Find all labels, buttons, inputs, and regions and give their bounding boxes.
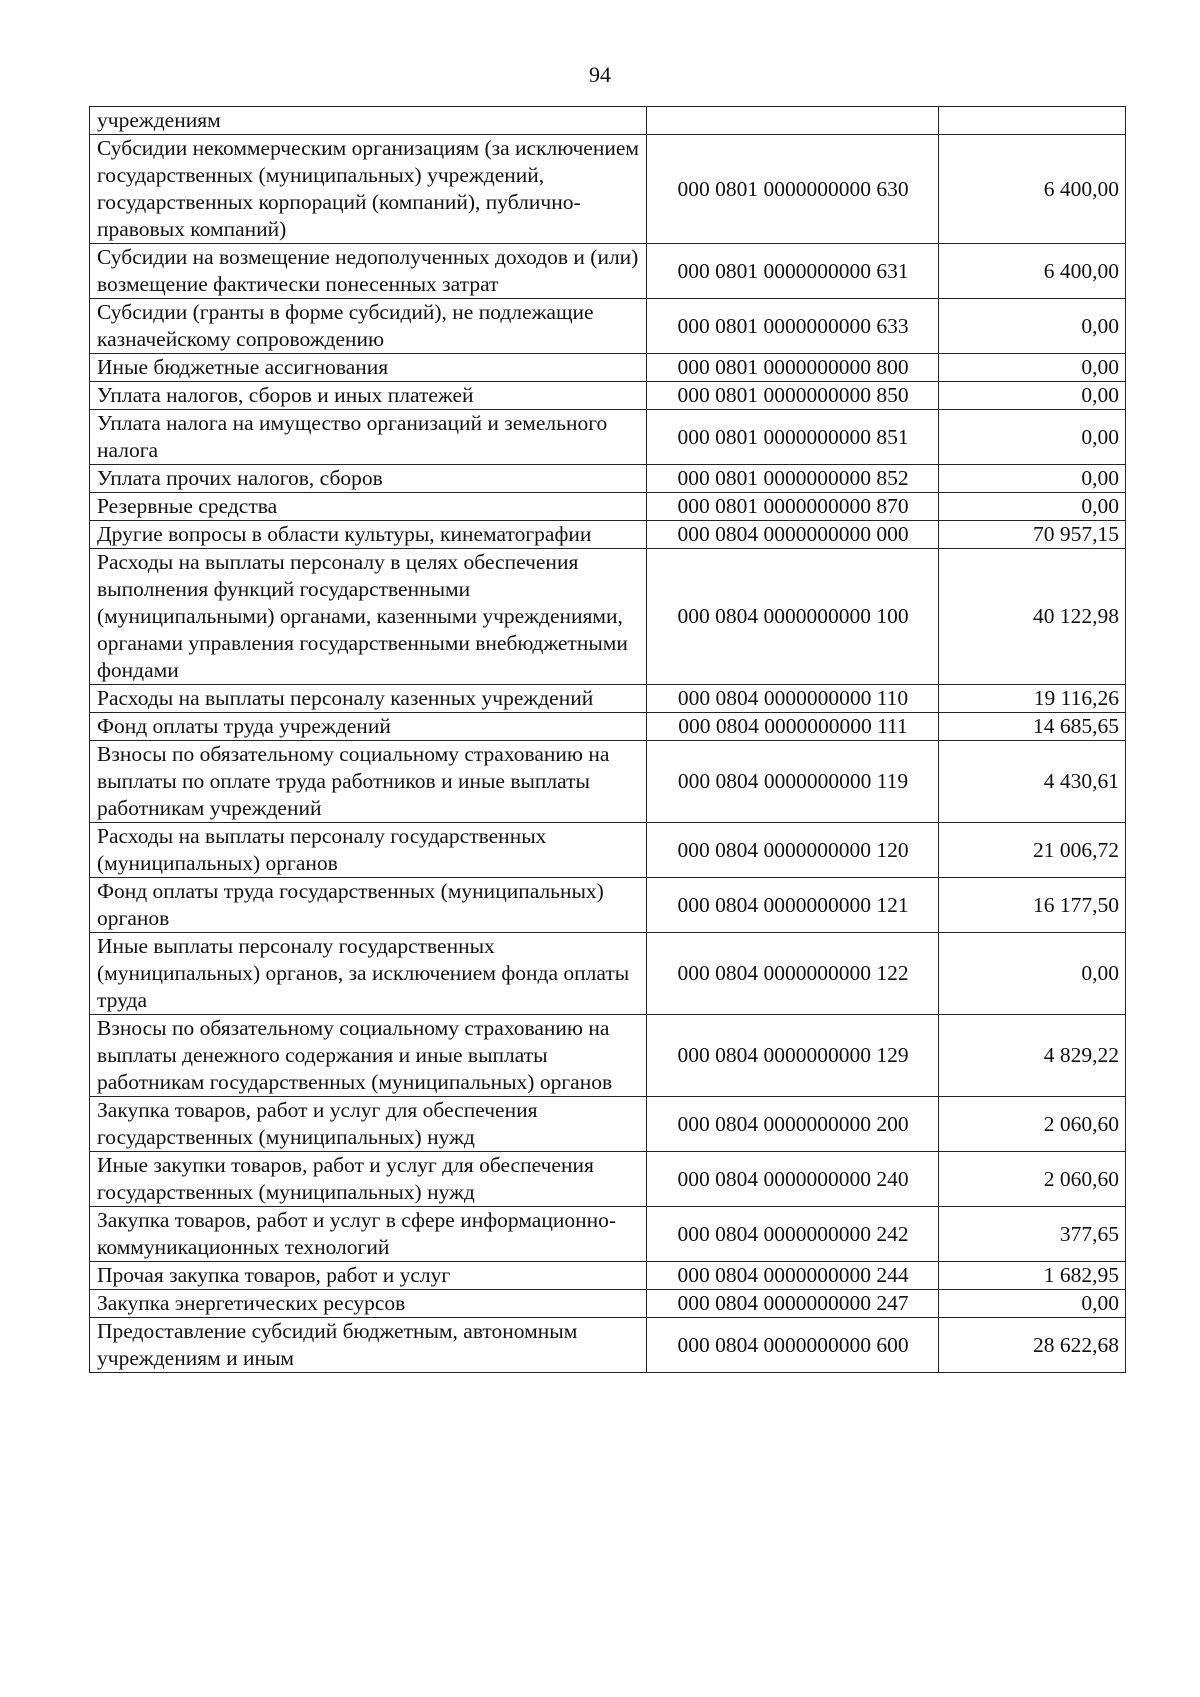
row-sum: 0,00 <box>939 1290 1126 1318</box>
row-code: 000 0804 0000000000 244 <box>647 1262 939 1290</box>
row-name: Субсидии некоммерческим организациям (за исключением государственных (муниципальных) учреждений, государственных корпораций (компаний), публично-правовых компаний) <box>90 135 647 244</box>
row-sum: 377,65 <box>939 1207 1126 1262</box>
table-row <box>90 244 1126 299</box>
row-sum: 0,00 <box>939 465 1126 493</box>
row-sum: 70 957,15 <box>939 521 1126 549</box>
row-name: Закупка товаров, работ и услуг в сфере информационно-коммуникационных технологий <box>90 1207 647 1262</box>
row-name: Закупка товаров, работ и услуг для обеспечения государственных (муниципальных) нужд <box>90 1097 647 1152</box>
row-code: 000 0804 0000000000 242 <box>647 1207 939 1262</box>
table-row <box>90 1290 1126 1318</box>
row-code: 000 0801 0000000000 631 <box>647 244 939 299</box>
row-sum: 4 829,22 <box>939 1015 1126 1097</box>
row-sum: 2 060,60 <box>939 1097 1126 1152</box>
row-name: Взносы по обязательному социальному страхованию на выплаты по оплате труда работников и иные выплаты работникам учреждений <box>90 741 647 823</box>
row-sum: 0,00 <box>939 299 1126 354</box>
row-sum: 0,00 <box>939 933 1126 1015</box>
table-row <box>90 1097 1126 1152</box>
row-name: Уплата налога на имущество организаций и земельного налога <box>90 410 647 465</box>
table-row <box>90 1262 1126 1290</box>
row-sum: 1 682,95 <box>939 1262 1126 1290</box>
row-code: 000 0804 0000000000 240 <box>647 1152 939 1207</box>
row-code: 000 0804 0000000000 111 <box>647 713 939 741</box>
row-sum: 0,00 <box>939 354 1126 382</box>
row-sum: 0,00 <box>939 493 1126 521</box>
row-code: 000 0801 0000000000 850 <box>647 382 939 410</box>
row-name: Другие вопросы в области культуры, кинематографии <box>90 521 647 549</box>
row-name: Фонд оплаты труда государственных (муниципальных) органов <box>90 878 647 933</box>
table-row <box>90 878 1126 933</box>
row-sum: 0,00 <box>939 410 1126 465</box>
row-sum: 6 400,00 <box>939 244 1126 299</box>
row-name: Предоставление субсидий бюджетным, автономным учреждениям и иным <box>90 1318 647 1373</box>
row-name: Расходы на выплаты персоналу в целях обеспечения выполнения функций государственными (муниципальными) органами, казенными учреждениями, органами управления государственными внебюджетными фондами <box>90 549 647 685</box>
table-row <box>90 465 1126 493</box>
row-code: 000 0804 0000000000 121 <box>647 878 939 933</box>
row-name: Фонд оплаты труда учреждений <box>90 713 647 741</box>
row-sum: 2 060,60 <box>939 1152 1126 1207</box>
row-name: Иные выплаты персоналу государственных (муниципальных) органов, за исключением фонда оплаты труда <box>90 933 647 1015</box>
page-number: 94 <box>589 62 611 87</box>
row-name: Уплата налогов, сборов и иных платежей <box>90 382 647 410</box>
row-code: 000 0804 0000000000 000 <box>647 521 939 549</box>
table-row <box>90 713 1126 741</box>
row-sum: 16 177,50 <box>939 878 1126 933</box>
table-row <box>90 1152 1126 1207</box>
row-code: 000 0801 0000000000 852 <box>647 465 939 493</box>
table-row <box>90 933 1126 1015</box>
row-code: 000 0801 0000000000 630 <box>647 135 939 244</box>
row-code: 000 0804 0000000000 120 <box>647 823 939 878</box>
row-code: 000 0804 0000000000 247 <box>647 1290 939 1318</box>
row-name: Субсидии на возмещение недополученных доходов и (или) возмещение фактически понесенных затрат <box>90 244 647 299</box>
row-name: Прочая закупка товаров, работ и услуг <box>90 1262 647 1290</box>
row-name: Расходы на выплаты персоналу государственных (муниципальных) органов <box>90 823 647 878</box>
row-name: Резервные средства <box>90 493 647 521</box>
row-code: 000 0804 0000000000 600 <box>647 1318 939 1373</box>
table-row <box>90 135 1126 244</box>
row-name: учреждениям <box>90 107 647 135</box>
row-code <box>647 107 939 135</box>
row-sum: 28 622,68 <box>939 1318 1126 1373</box>
table-row <box>90 410 1126 465</box>
table-row <box>90 1015 1126 1097</box>
row-code: 000 0804 0000000000 100 <box>647 549 939 685</box>
table-row <box>90 521 1126 549</box>
row-code: 000 0801 0000000000 633 <box>647 299 939 354</box>
row-sum <box>939 107 1126 135</box>
row-name: Взносы по обязательному социальному страхованию на выплаты денежного содержания и иные выплаты работникам государственных (муниципальных) органов <box>90 1015 647 1097</box>
row-sum: 19 116,26 <box>939 685 1126 713</box>
row-name: Закупка энергетических ресурсов <box>90 1290 647 1318</box>
row-name: Субсидии (гранты в форме субсидий), не подлежащие казначейскому сопровождению <box>90 299 647 354</box>
row-name: Иные бюджетные ассигнования <box>90 354 647 382</box>
row-sum: 21 006,72 <box>939 823 1126 878</box>
row-code: 000 0804 0000000000 129 <box>647 1015 939 1097</box>
table-row <box>90 382 1126 410</box>
row-code: 000 0801 0000000000 851 <box>647 410 939 465</box>
budget-table <box>89 106 1126 1373</box>
row-name: Иные закупки товаров, работ и услуг для обеспечения государственных (муниципальных) нужд <box>90 1152 647 1207</box>
row-sum: 14 685,65 <box>939 713 1126 741</box>
row-sum: 6 400,00 <box>939 135 1126 244</box>
row-sum: 0,00 <box>939 382 1126 410</box>
table-row <box>90 493 1126 521</box>
table-row <box>90 107 1126 135</box>
table-row <box>90 549 1126 685</box>
row-name: Уплата прочих налогов, сборов <box>90 465 647 493</box>
row-code: 000 0804 0000000000 122 <box>647 933 939 1015</box>
row-name: Расходы на выплаты персоналу казенных учреждений <box>90 685 647 713</box>
table-row <box>90 1318 1126 1373</box>
table-row <box>90 741 1126 823</box>
table-row <box>90 685 1126 713</box>
row-code: 000 0801 0000000000 870 <box>647 493 939 521</box>
table-row <box>90 1207 1126 1262</box>
row-sum: 40 122,98 <box>939 549 1126 685</box>
row-code: 000 0804 0000000000 200 <box>647 1097 939 1152</box>
table-row <box>90 354 1126 382</box>
table-row <box>90 823 1126 878</box>
row-code: 000 0804 0000000000 119 <box>647 741 939 823</box>
table-row <box>90 299 1126 354</box>
row-sum: 4 430,61 <box>939 741 1126 823</box>
row-code: 000 0801 0000000000 800 <box>647 354 939 382</box>
row-code: 000 0804 0000000000 110 <box>647 685 939 713</box>
